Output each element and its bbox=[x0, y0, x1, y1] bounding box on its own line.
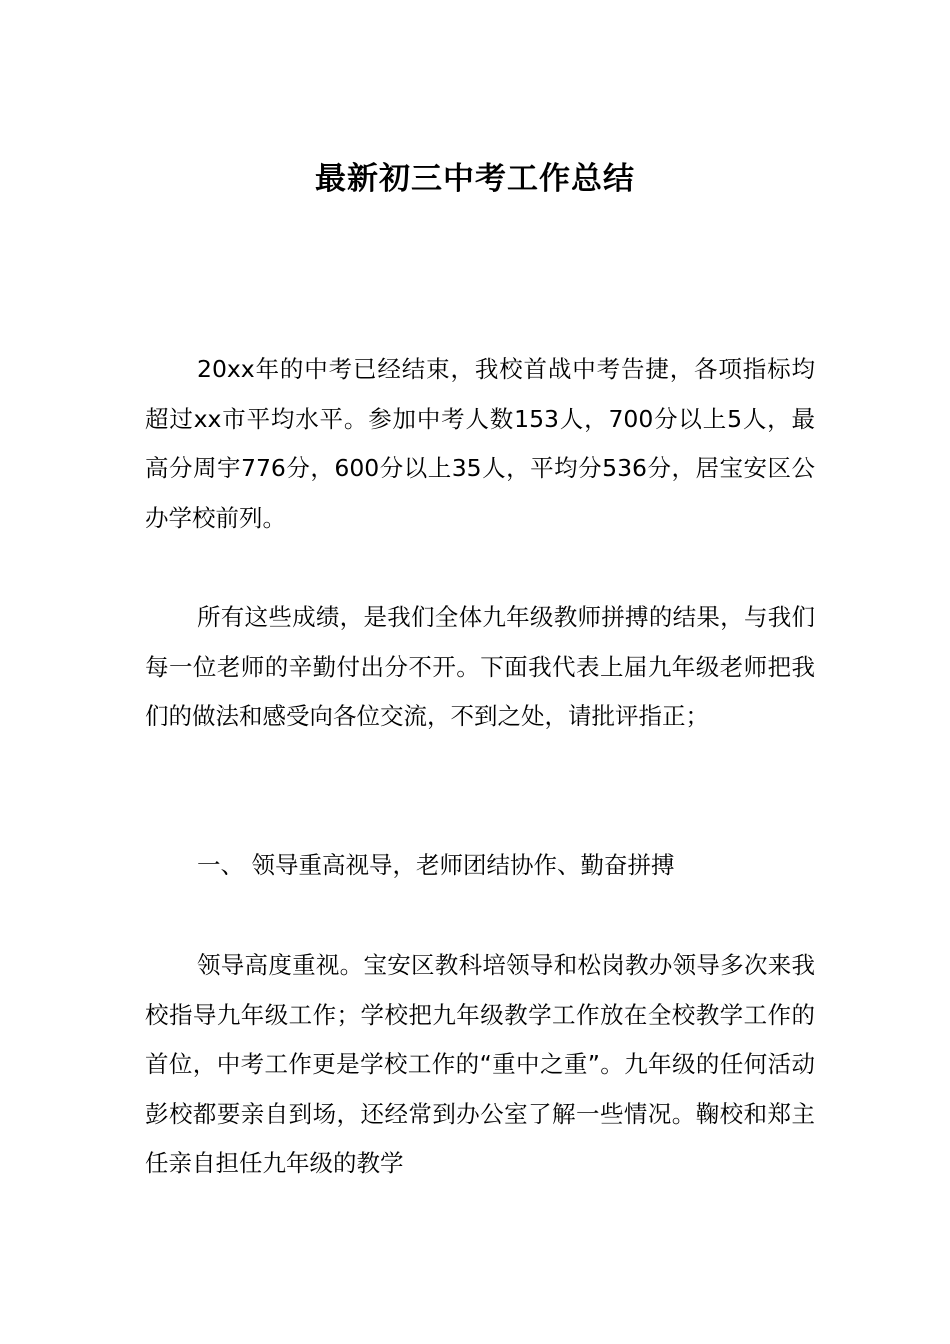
document-title: 最新初三中考工作总结 bbox=[315, 161, 635, 197]
paragraph-thanks: 所有这些成绩，是我们全体九年级教师拼搏的结果，与我们每一位老师的辛勤付出分不开。下面我代表上届九年级老师把我们的做法和感受向各位交流，不到之处，请批评指正； bbox=[145, 603, 815, 730]
section-heading-1: 一、 领导重高视导，老师团结协作、勤奋拼搏 bbox=[197, 851, 675, 879]
paragraph-results: 20xx年的中考已经结束，我校首战中考告捷，各项指标均超过xx市平均水平。参加中考人数153人，700分以上5人，最高分周宇776分，600分以上35人，平均分536分，居宝安区公办学校前列。 bbox=[145, 355, 815, 532]
paragraph-leadership: 领导高度重视。宝安区教科培领导和松岗教办领导多次来我校指导九年级工作；学校把九年级教学工作放在全校教学工作的首位，中考工作更是学校工作的“重中之重”。九年级的任何活动彭校都要亲自到场，还经常到办公室了解一些情况。鞠校和郑主任亲自担任九年级的教学 bbox=[145, 951, 815, 1177]
